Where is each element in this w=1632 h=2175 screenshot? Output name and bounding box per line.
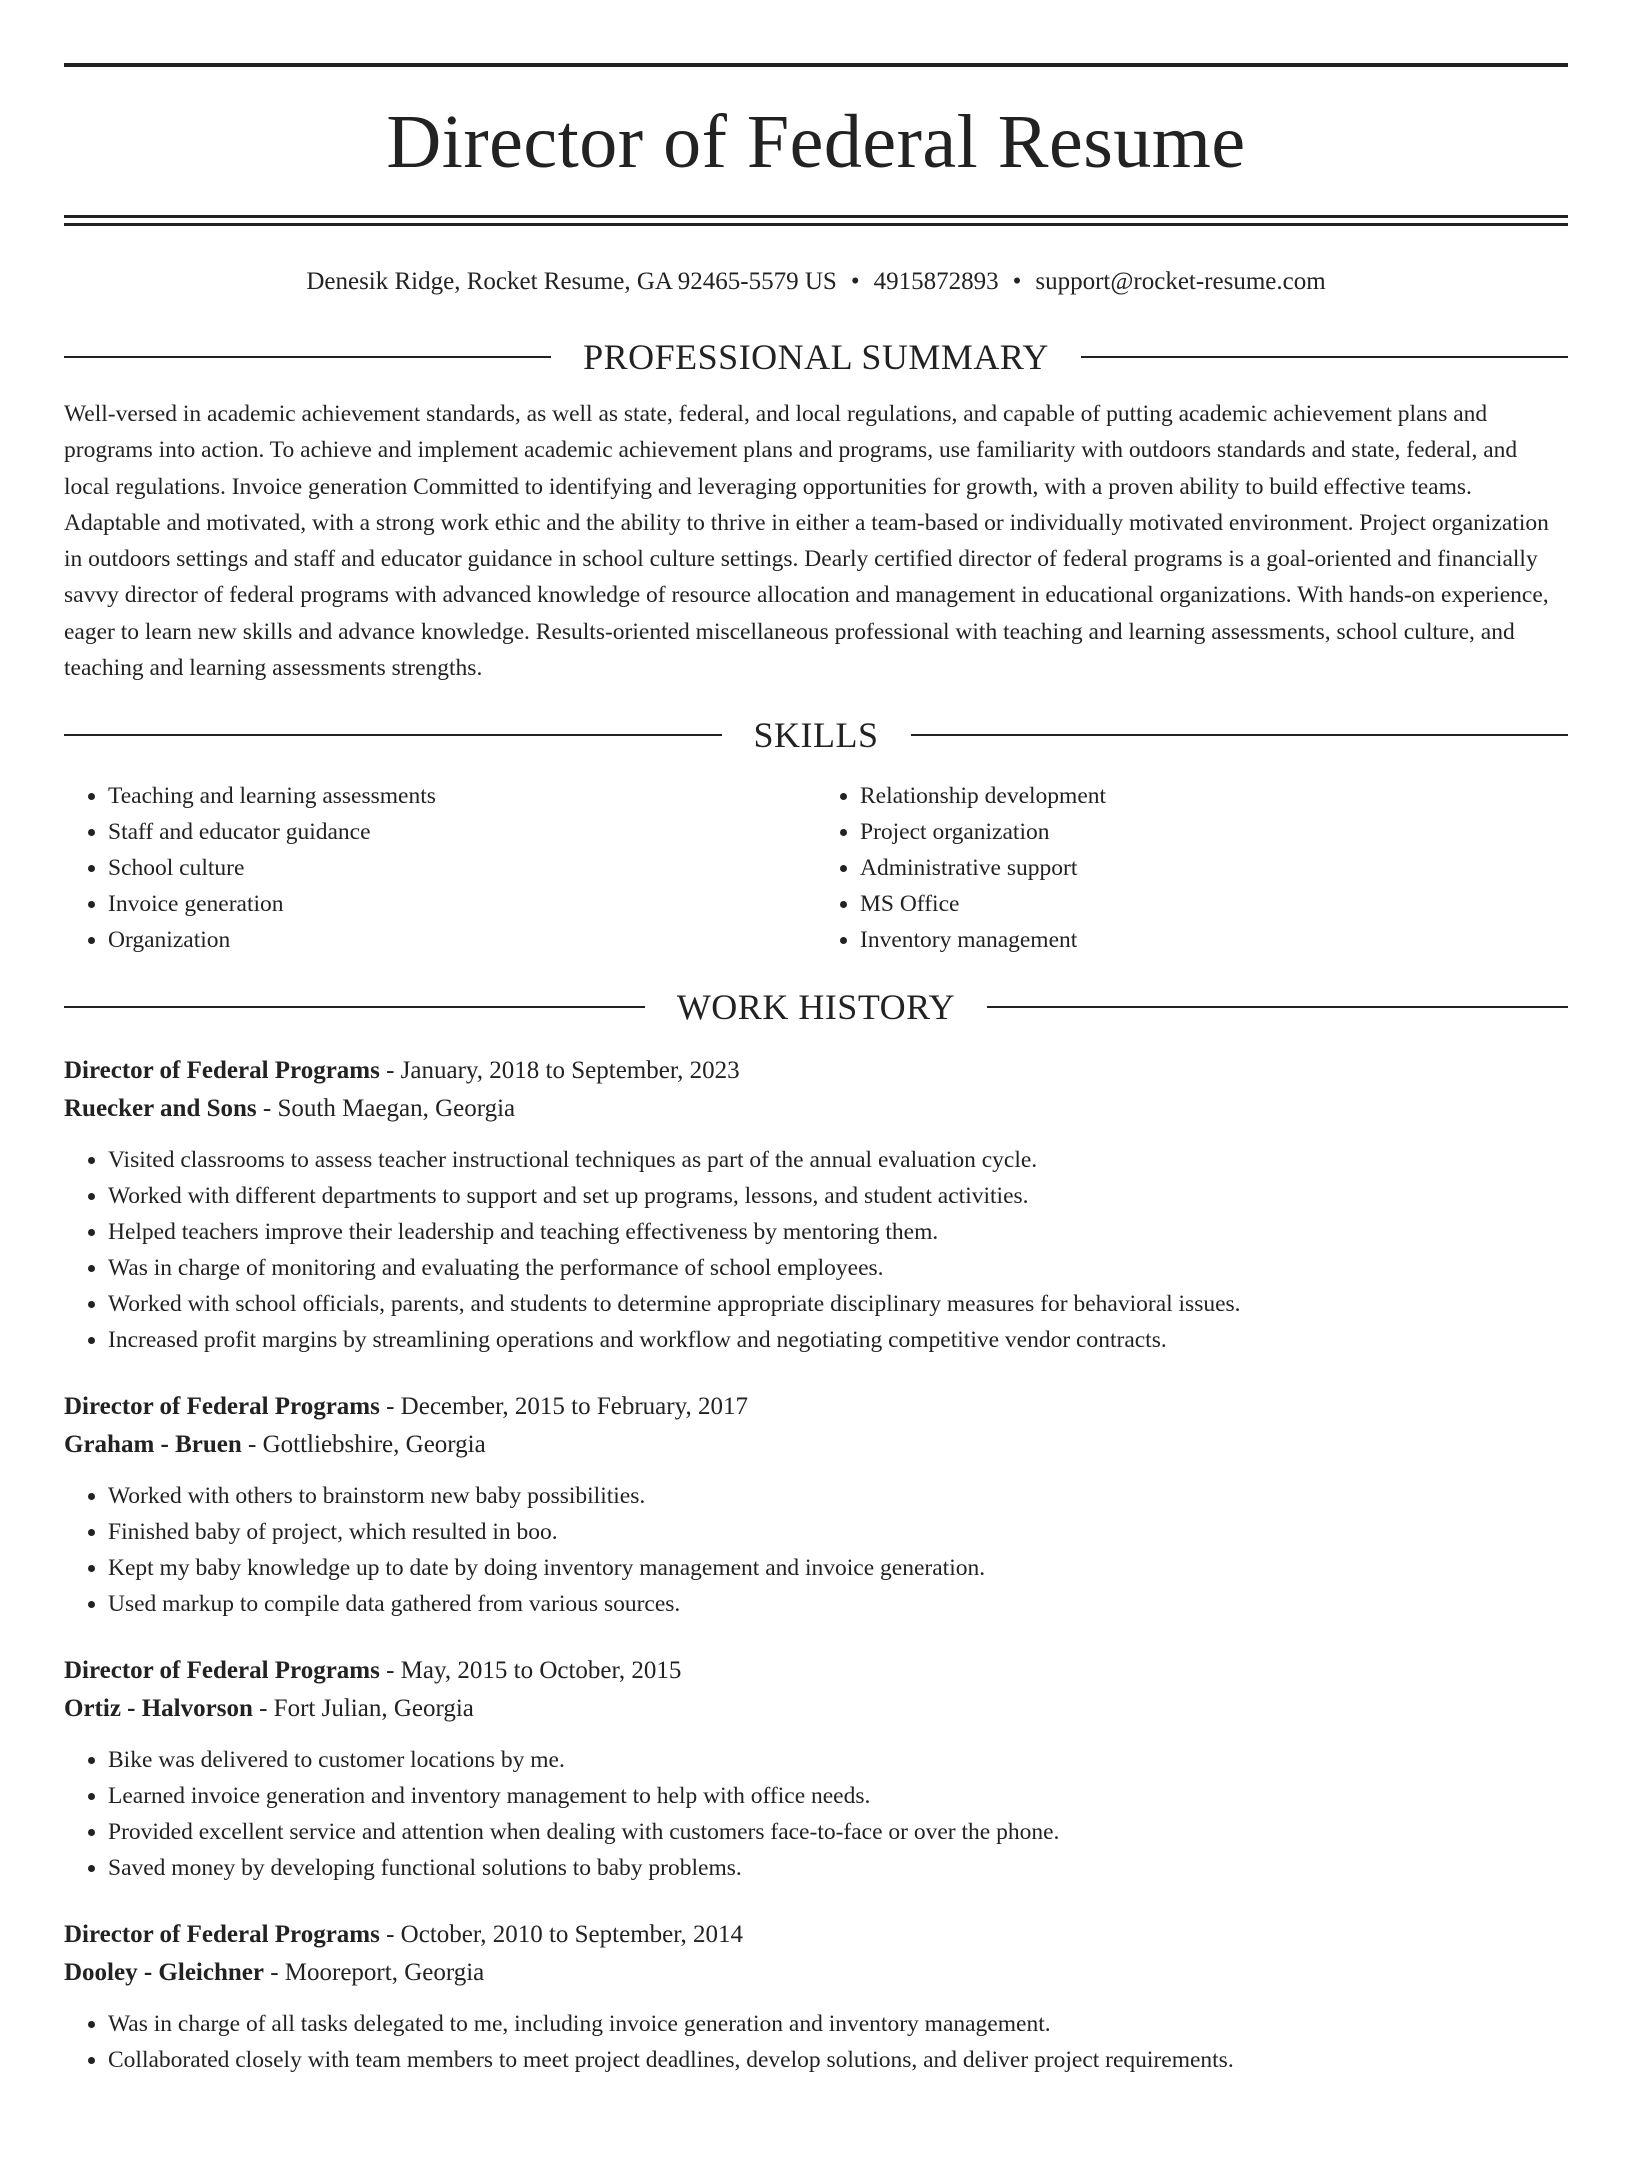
job-location: - South Maegan, Georgia: [256, 1095, 516, 1123]
job-title-line: [64, 1388, 1568, 1426]
job-title: Director of Federal Programs: [64, 1057, 380, 1085]
job-bullet: • Saved money by developing functional solutions to baby problems.: [108, 1850, 1568, 1886]
work-section-header: [64, 986, 1568, 1028]
job-company-line: [64, 1426, 1568, 1464]
job-title-line: [64, 1916, 1568, 1954]
skills-list: [64, 778, 1568, 958]
skill-item: • Staff and educator guidance: [108, 814, 816, 850]
skill-item: • Relationship development: [860, 778, 1568, 814]
skill-item: • Inventory management: [860, 922, 1568, 958]
job-bullet: • Collaborated closely with team members to meet project deadlines, develop solutions, and deliver project requirements.: [108, 2042, 1568, 2078]
job-bullets: [64, 1142, 1568, 1358]
job-dates: - October, 2010 to September, 2014: [379, 1921, 744, 1949]
job-entry: [64, 1388, 1568, 1622]
resume-title: Director of Federal Resume: [386, 100, 1246, 184]
job-bullet: • Finished baby of project, which resulted in boo.: [108, 1514, 1568, 1550]
summary-heading: PROFESSIONAL SUMMARY: [583, 337, 1049, 377]
job-bullet: • Worked with school officials, parents, and students to determine appropriate disciplinary measures for behavioral issues.: [108, 1286, 1568, 1322]
job-company-line: [64, 1690, 1568, 1728]
resume-page: [0, 63, 1632, 2175]
skill-item: • Teaching and learning assessments: [108, 778, 816, 814]
job-bullet: • Bike was delivered to customer locations by me.: [108, 1742, 1568, 1778]
skills-section-header: [64, 714, 1568, 756]
job-bullet: • Was in charge of all tasks delegated to me, including invoice generation and inventory management.: [108, 2006, 1568, 2042]
job-bullets: [64, 1742, 1568, 1886]
job-company: Ruecker and Sons: [64, 1095, 257, 1123]
section-rule: [1081, 356, 1568, 358]
job-location: - Fort Julian, Georgia: [252, 1695, 474, 1723]
section-rule: [64, 356, 551, 358]
job-bullet: • Kept my baby knowledge up to date by doing inventory management and invoice generation.: [108, 1550, 1568, 1586]
skills-heading: SKILLS: [753, 715, 879, 756]
skills-column-right: [816, 778, 1568, 958]
job-bullets: [64, 1478, 1568, 1622]
job-entry: [64, 1652, 1568, 1886]
job-title: Director of Federal Programs: [64, 1657, 380, 1685]
contact-separator: •: [1012, 268, 1022, 295]
job-company: Graham - Bruen: [64, 1431, 242, 1459]
job-entry: [64, 1052, 1568, 1358]
section-rule: [64, 1006, 645, 1008]
job-entry: [64, 1916, 1568, 2078]
job-company: Ortiz - Halvorson: [64, 1695, 253, 1723]
job-company-line: [64, 1954, 1568, 1992]
contact-separator: •: [850, 268, 860, 295]
job-company: Dooley - Gleichner: [64, 1959, 264, 1987]
job-bullet: • Increased profit margins by streamlining operations and workflow and negotiating competitive vendor contracts.: [108, 1322, 1568, 1358]
section-rule: [987, 1006, 1568, 1008]
section-rule: [911, 734, 1569, 736]
job-title-line: [64, 1652, 1568, 1690]
job-title: Director of Federal Programs: [64, 1921, 380, 1949]
skill-item: • MS Office: [860, 886, 1568, 922]
contact-address: Denesik Ridge, Rocket Resume, GA 92465-5579 US: [306, 268, 837, 295]
skill-item: • Administrative support: [860, 850, 1568, 886]
skill-item: • Project organization: [860, 814, 1568, 850]
job-bullets: [64, 2006, 1568, 2078]
job-dates: - December, 2015 to February, 2017: [379, 1393, 748, 1421]
job-bullet: • Provided excellent service and attention when dealing with customers face-to-face or over the phone.: [108, 1814, 1568, 1850]
job-bullet: • Used markup to compile data gathered from various sources.: [108, 1586, 1568, 1622]
work-heading: WORK HISTORY: [676, 987, 956, 1028]
job-title: Director of Federal Programs: [64, 1393, 380, 1421]
job-location: - Mooreport, Georgia: [263, 1959, 485, 1987]
title-double-rule: [64, 215, 1568, 226]
job-bullet: • Visited classrooms to assess teacher instructional techniques as part of the annual evaluation cycle.: [108, 1142, 1568, 1178]
section-rule: [64, 734, 722, 736]
job-bullet: • Learned invoice generation and inventory management to help with office needs.: [108, 1778, 1568, 1814]
top-rule: [64, 63, 1568, 67]
skill-item: • Organization: [108, 922, 816, 958]
skills-column-left: [64, 778, 816, 958]
skill-item: • School culture: [108, 850, 816, 886]
job-bullet: • Worked with different departments to support and set up programs, lessons, and student activities.: [108, 1178, 1568, 1214]
contact-phone: 4915872893: [873, 268, 999, 295]
job-location: - Gottliebshire, Georgia: [241, 1431, 486, 1459]
job-title-line: [64, 1052, 1568, 1090]
job-bullet: • Worked with others to brainstorm new baby possibilities.: [108, 1478, 1568, 1514]
summary-text: Well-versed in academic achievement standards, as well as state, federal, and local regulations, and capable of putting academic achievement plans and programs into action. To achieve and implement academic achievement plans and programs, use familiarity with outdoors standards and state, federal, and local regulations. Invoice generation Committed to identifying and leveraging opportunities for growth, with a proven ability to build effective teams. Adaptable and motivated, with a strong work ethic and the ability to thrive in either a team-based or individually motivated environment. Project organization in outdoors settings and staff and educator guidance in school culture settings. Dearly certified director of federal programs is a goal-oriented and financially savvy director of federal programs with advanced knowledge of resource allocation and management in educational organizations. With hands-on experience, eager to learn new skills and advance knowledge. Results-oriented miscellaneous professional with teaching and learning assessments, school culture, and teaching and learning assessments strengths.: [64, 401, 1549, 682]
job-bullet: • Was in charge of monitoring and evaluating the performance of school employees.: [108, 1250, 1568, 1286]
job-bullet: • Helped teachers improve their leadership and teaching effectiveness by mentoring them.: [108, 1214, 1568, 1250]
job-dates: - January, 2018 to September, 2023: [379, 1057, 740, 1085]
skill-item: • Invoice generation: [108, 886, 816, 922]
job-company-line: [64, 1090, 1568, 1128]
contact-email: support@rocket-resume.com: [1035, 268, 1326, 295]
contact-line: [64, 266, 1568, 298]
job-dates: - May, 2015 to October, 2015: [379, 1657, 682, 1685]
summary-section-header: [64, 336, 1568, 378]
